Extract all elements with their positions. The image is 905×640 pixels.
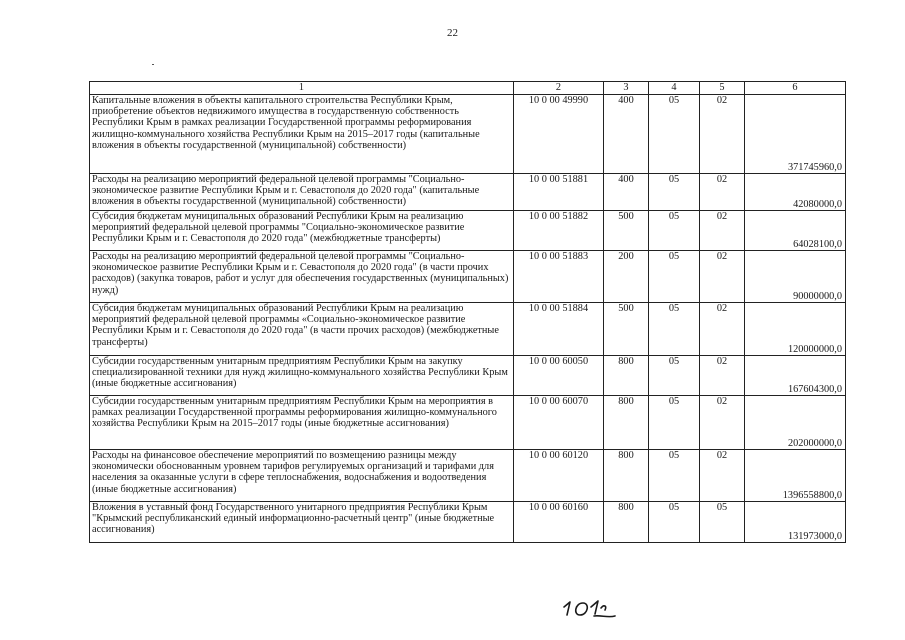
row-vr: 800 — [604, 396, 649, 450]
row-pr: 02 — [700, 396, 745, 450]
row-name: Расходы на реализацию мероприятий федеральной целевой программы "Социально-экономическое развитие Республики Крым и г. Севастополя до 2020 года" (капитальные вложения в объекты государственной (муниципальной) собственности) — [90, 174, 514, 211]
row-name: Субсидии государственным унитарным предприятиям Республики Крым на закупку специализированной техники для нужд жилищно-коммунального хозяйства Республики Крым (иные бюджетные ассигнования) — [90, 356, 514, 396]
handwritten-page-number — [561, 598, 617, 620]
row-rz: 05 — [649, 356, 700, 396]
row-sum: 1396558800,0 — [745, 450, 846, 502]
row-rz: 05 — [649, 502, 700, 543]
header-col-2: 2 — [514, 82, 604, 95]
budget-table — [89, 81, 846, 543]
row-pr: 02 — [700, 174, 745, 211]
row-name: Субсидия бюджетам муниципальных образований Республики Крым на реализацию мероприятий федеральной целевой программы "Социально-экономическое развитие Республики Крым и г. Севастополя до 2020 года" (межбюджетные трансферты) — [90, 211, 514, 251]
page-number: 22 — [447, 27, 458, 39]
row-vr: 500 — [604, 211, 649, 251]
header-row — [90, 82, 846, 95]
row-sum: 167604300,0 — [745, 356, 846, 396]
table-row — [90, 95, 846, 174]
row-name: Субсидия бюджетам муниципальных образований Республики Крым на реализацию мероприятий федеральной целевой программы «Социально-экономическое развитие Республики Крым и г. Севастополя до 2020 года" (в части прочих расходов) (межбюджетные трансферты) — [90, 303, 514, 356]
row-rz: 05 — [649, 450, 700, 502]
row-code: 10 0 00 49990 — [514, 95, 604, 174]
table-row — [90, 356, 846, 396]
row-pr: 02 — [700, 95, 745, 174]
table-row — [90, 303, 846, 356]
table-row — [90, 251, 846, 303]
row-name: Субсидии государственным унитарным предприятиям Республики Крым на мероприятия в рамках реализации Государственной программы реформирования жилищно-коммунального хозяйства Республики Крым на 2015–2017 годы (иные бюджетные ассигнования) — [90, 396, 514, 450]
row-name: Капитальные вложения в объекты капитального строительства Республики Крым, приобретение объектов недвижимого имущества в государственную собственность Республики Крым в рамках реализации Государственной программы реформирования жилищно-коммунального хозяйства Республики Крым на 2015–2017 годы (капитальные вложения в объекты государственной (муниципальной) собственности) — [90, 95, 514, 174]
table-row — [90, 450, 846, 502]
row-sum: 202000000,0 — [745, 396, 846, 450]
table-row — [90, 502, 846, 543]
row-name: Расходы на финансовое обеспечение мероприятий по возмещению разницы между экономически обоснованным уровнем тарифов регулируемых организаций и тарифами для населения за оказанные услуги в сфере теплоснабжения, водоснабжения и водоотведения (иные бюджетные ассигнования) — [90, 450, 514, 502]
table-row — [90, 211, 846, 251]
row-code: 10 0 00 51882 — [514, 211, 604, 251]
row-code: 10 0 00 51884 — [514, 303, 604, 356]
row-rz: 05 — [649, 95, 700, 174]
row-rz: 05 — [649, 174, 700, 211]
row-pr: 02 — [700, 251, 745, 303]
row-sum: 131973000,0 — [745, 502, 846, 543]
row-pr: 02 — [700, 356, 745, 396]
row-sum: 371745960,0 — [745, 95, 846, 174]
table-row — [90, 396, 846, 450]
row-rz: 05 — [649, 211, 700, 251]
row-code: 10 0 00 51883 — [514, 251, 604, 303]
row-code: 10 0 00 60070 — [514, 396, 604, 450]
row-code: 10 0 00 60050 — [514, 356, 604, 396]
row-rz: 05 — [649, 251, 700, 303]
row-pr: 02 — [700, 211, 745, 251]
row-code: 10 0 00 60120 — [514, 450, 604, 502]
table-row — [90, 174, 846, 211]
row-sum: 42080000,0 — [745, 174, 846, 211]
header-col-5: 5 — [700, 82, 745, 95]
row-pr: 02 — [700, 450, 745, 502]
row-pr: 02 — [700, 303, 745, 356]
row-vr: 800 — [604, 502, 649, 543]
header-col-1: 1 — [90, 82, 514, 95]
row-name: Вложения в уставный фонд Государственного унитарного предприятия Республики Крым "Крымский республиканский единый информационно-расчетный центр" (иные бюджетные ассигнования) — [90, 502, 514, 543]
row-rz: 05 — [649, 303, 700, 356]
row-vr: 400 — [604, 95, 649, 174]
row-vr: 800 — [604, 450, 649, 502]
scan-mark — [152, 64, 154, 65]
row-vr: 500 — [604, 303, 649, 356]
row-rz: 05 — [649, 396, 700, 450]
row-vr: 400 — [604, 174, 649, 211]
header-col-6: 6 — [745, 82, 846, 95]
row-name: Расходы на реализацию мероприятий федеральной целевой программы "Социально-экономическое развитие Республики Крым и г. Севастополя до 2020 года" (в части прочих расходов) (закупка товаров, работ и услуг для обеспечения государственных (муниципальных) нужд) — [90, 251, 514, 303]
row-vr: 200 — [604, 251, 649, 303]
row-pr: 05 — [700, 502, 745, 543]
row-sum: 120000000,0 — [745, 303, 846, 356]
row-sum: 64028100,0 — [745, 211, 846, 251]
row-vr: 800 — [604, 356, 649, 396]
header-col-3: 3 — [604, 82, 649, 95]
row-code: 10 0 00 60160 — [514, 502, 604, 543]
row-sum: 90000000,0 — [745, 251, 846, 303]
row-code: 10 0 00 51881 — [514, 174, 604, 211]
header-col-4: 4 — [649, 82, 700, 95]
